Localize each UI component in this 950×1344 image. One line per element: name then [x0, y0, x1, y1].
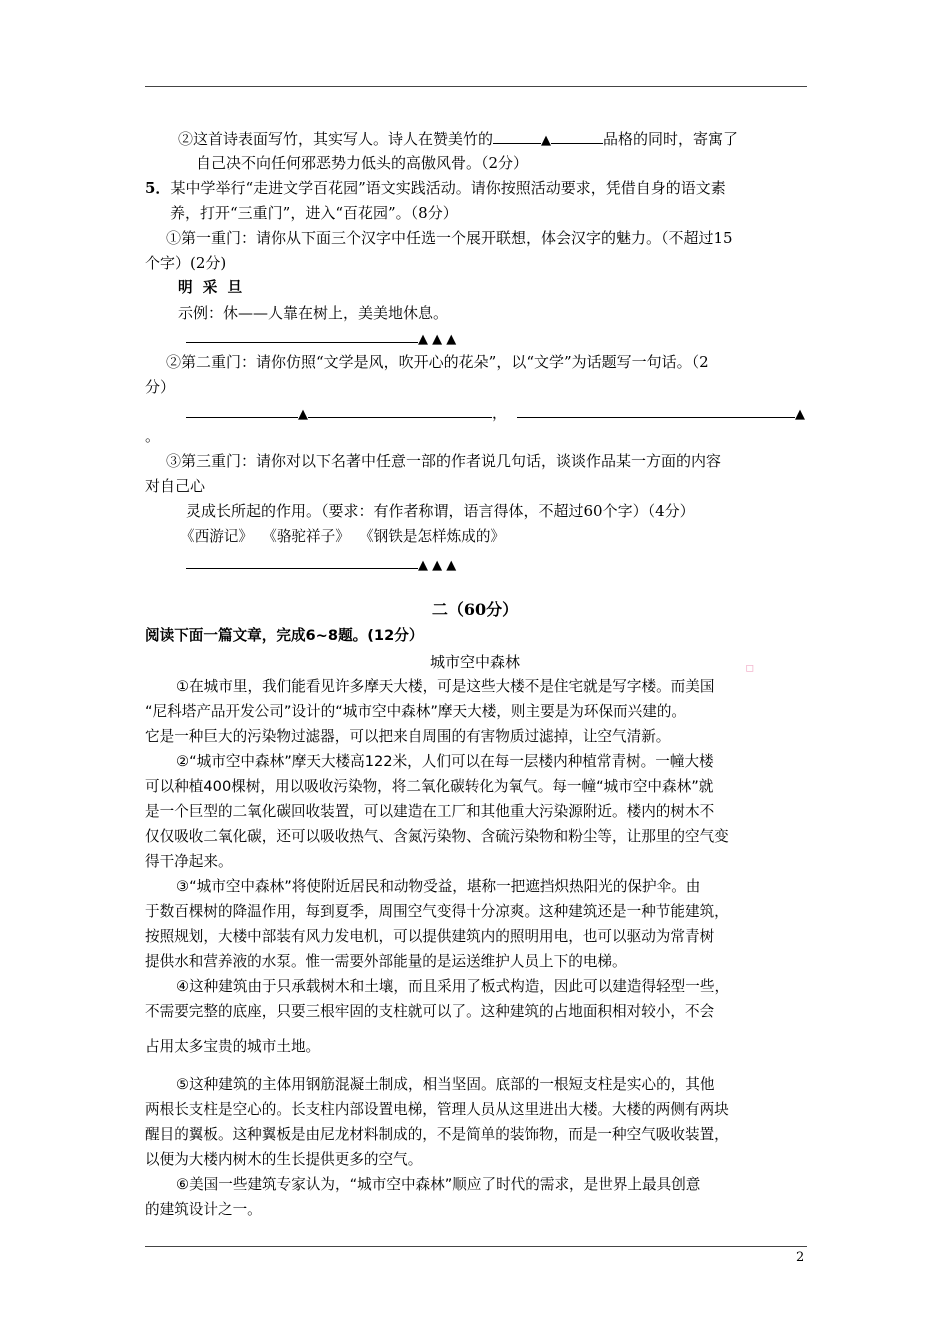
decorative-mark: ▫	[745, 660, 755, 676]
q4-item2-text-a: ②这首诗表面写竹，其实写人。诗人在赞美竹的	[178, 130, 494, 148]
q5-door2-answer	[186, 402, 805, 425]
article-line: ⑤这种建筑的主体用钢筋混凝土制成，相当坚固。底部的一根短支柱是实心的，其他	[176, 1076, 715, 1093]
q5-door3-line3: 灵成长所起的作用。（要求：有作者称谓，语言得体，不超过60个字）（4分）	[186, 502, 695, 520]
answer-blank[interactable]	[186, 402, 298, 418]
article-line: 它是一种巨大的污染物过滤器，可以把来自周围的有害物质过滤掉，让空气清新。	[145, 728, 671, 745]
article-line: 可以种植400棵树，用以吸收污染物，将二氧化碳转化为氧气。每一幢“城市空中森林”就	[145, 778, 714, 795]
article-line: ②“城市空中森林”摩天大楼高122米，人们可以在每一层楼内种植常青树。一幢大楼	[176, 753, 714, 770]
reading-instruction: 阅读下面一篇文章，完成6~8题。(12分）	[145, 627, 424, 644]
q5-intro-line1	[145, 178, 726, 198]
page-number: 2	[796, 1250, 805, 1265]
article-line: 占用太多宝贵的城市土地。	[145, 1038, 321, 1055]
q5-door2-line2: 分）	[145, 378, 176, 396]
q5-door3-line2: 对自己心	[145, 477, 206, 495]
article-line: 不需要完整的底座，只要三根牢固的支柱就可以了。这种建筑的占地面积相对较小，不会	[145, 1003, 715, 1020]
q4-item2-line1	[178, 128, 738, 151]
article-line: 两根长支柱是空心的。长支柱内部设置电梯，管理人员从这里进出大楼。大楼的两侧有两块	[145, 1101, 729, 1118]
answer-blank[interactable]	[551, 128, 603, 144]
section-heading: 二（60分）	[431, 600, 519, 619]
article-line: 的建筑设计之一。	[145, 1201, 262, 1218]
article-line: 得干净起来。	[145, 853, 233, 870]
article-line: 醒目的翼板。这种翼板是由尼龙材料制成的，不是简单的装饰物，而是一种空气吸收装置，	[145, 1126, 729, 1143]
question-number: 5．	[145, 179, 171, 197]
q4-item2-text-b: 品格的同时，寄寓了	[603, 130, 739, 148]
q5-example: 示例：休——人靠在树上，美美地休息。	[178, 304, 449, 322]
q5-door2-period: 。	[145, 427, 161, 445]
answer-blank[interactable]	[517, 402, 795, 418]
comma: ，	[492, 404, 508, 422]
answer-marker: ▲ ▲ ▲	[418, 558, 457, 573]
q5-chars: 明 采 旦	[178, 279, 243, 296]
q5-door1-answer	[186, 327, 456, 350]
article-line: 提供水和营养液的水泵。惟一需要外部能量的是运送维护人员上下的电梯。	[145, 953, 627, 970]
article-line: “尼科塔产品开发公司”设计的“城市空中森林”摩天大楼，则主要是为环保而兴建的。	[145, 703, 687, 720]
article-line: ⑥美国一些建筑专家认为，“城市空中森林”顺应了时代的需求，是世界上最具创意	[176, 1176, 701, 1193]
q5-intro-text: 某中学举行“走进文学百花园”语文实践活动。请你按照活动要求，凭借自身的语文素	[170, 179, 726, 197]
answer-blank[interactable]	[186, 553, 418, 569]
answer-marker: ▲ ▲ ▲	[418, 332, 457, 347]
q5-door3-line1: ③第三重门：请你对以下名著中任意一部的作者说几句话，谈谈作品某一方面的内容	[166, 452, 722, 470]
q5-door3-answer	[186, 553, 456, 576]
answer-marker: ▲	[298, 407, 308, 422]
answer-marker: ▲	[795, 407, 806, 422]
footer-rule	[145, 1246, 807, 1247]
article-line: ③“城市空中森林”将使附近居民和动物受益，堪称一把遮挡炽热阳光的保护伞。由	[176, 878, 701, 895]
article-line: 于数百棵树的降温作用，每到夏季，周围空气变得十分凉爽。这种建筑还是一种节能建筑，	[145, 903, 729, 920]
answer-blank[interactable]	[493, 128, 541, 144]
article-line: ④这种建筑由于只承载树木和土壤，而且采用了板式构造，因此可以建造得轻型一些，	[176, 978, 730, 995]
article-line: ①在城市里，我们能看见许多摩天大楼，可是这些大楼不是住宅就是写字楼。而美国	[176, 678, 715, 695]
article-title: 城市空中森林	[429, 653, 520, 671]
article-line: 仅仅吸收二氧化碳，还可以吸收热气、含氮污染物、含硫污染物和粉尘等，让那里的空气变	[145, 828, 729, 845]
q5-door1-line2: 个字）(2分)	[145, 254, 227, 272]
answer-blank[interactable]	[186, 327, 418, 343]
article-line: 按照规划，大楼中部装有风力发电机，可以提供建筑内的照明用电，也可以驱动为常青树	[145, 928, 715, 945]
answer-blank[interactable]	[308, 402, 492, 418]
article-line: 以便为大楼内树木的生长提供更多的空气。	[145, 1151, 423, 1168]
q4-item2-line2: 自己决不向任何邪恶势力低头的高傲风骨。（2分）	[196, 154, 529, 172]
q5-door2-line1: ②第二重门：请你仿照“文学是风，吹开心的花朵”，以“文学”为话题写一句话。（2	[166, 353, 709, 371]
q5-door1-line1: ①第一重门：请你从下面三个汉字中任选一个展开联想，体会汉字的魅力。（不超过15	[166, 229, 733, 247]
q5-books: 《西游记》 《骆驼祥子》 《钢铁是怎样炼成的》	[180, 528, 506, 545]
q5-intro-line2: 养，打开“三重门”，进入“百花园”。（8分）	[170, 204, 458, 222]
answer-marker: ▲	[541, 133, 552, 148]
article-line: 是一个巨型的二氧化碳回收装置，可以建造在工厂和其他重大污染源附近。楼内的树木不	[145, 803, 715, 820]
header-rule	[145, 86, 807, 87]
